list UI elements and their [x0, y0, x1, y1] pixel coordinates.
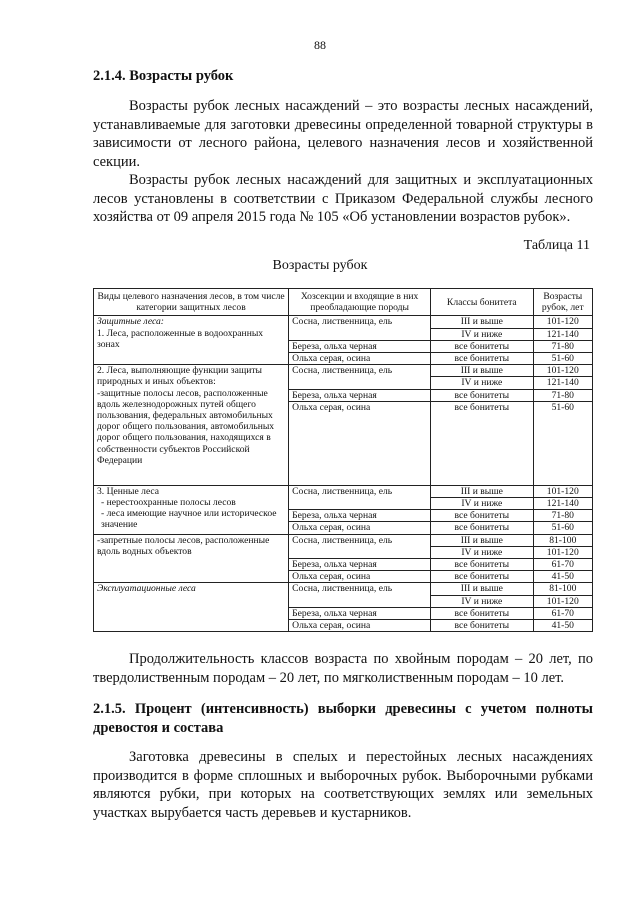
species-cell: Береза, ольха черная: [289, 559, 431, 571]
category-cell: [94, 365, 289, 486]
category-line: 3. Ценные леса: [97, 485, 160, 497]
bonitet-cell: все бонитеты: [431, 571, 533, 583]
species-cell: Береза, ольха черная: [289, 510, 431, 522]
age-cell: 81-100: [533, 534, 592, 546]
paragraph: Заготовка древесины в спелых и перестойных лесных насаждениях производится в форме сплошных и выборочных рубок. Выборочными рубками являются рубки, при которых на соответствующих землях или земельных участках вырубается часть деревьев и кустарников.: [93, 749, 593, 821]
bonitet-cell: IV и ниже: [431, 595, 533, 607]
species-cell: Сосна, лиственница, ель: [289, 316, 431, 340]
age-cell: 101-120: [533, 316, 592, 328]
bonitet-cell: все бонитеты: [431, 607, 533, 619]
category-cell: [94, 583, 289, 632]
table-title: Возрасты рубок: [272, 258, 368, 273]
bonitet-cell: все бонитеты: [431, 353, 533, 365]
table-row: [94, 316, 593, 328]
category-line: 2. Леса, выполняющие функции защиты природных и иных объектов:: [97, 365, 263, 388]
bonitet-cell: все бонитеты: [431, 522, 533, 534]
bonitet-cell: все бонитеты: [431, 340, 533, 352]
paragraph: Возрасты рубок лесных насаждений – это возрасты лесных насаждений, устанавливаемые для заготовки древесины определенной товарной структуры в зависимости от лесного района, целевого назначения лесов и хозяйственной секции.: [93, 98, 593, 170]
bonitet-cell: все бонитеты: [431, 401, 533, 485]
table-note: [93, 650, 593, 687]
age-cell: 51-60: [533, 522, 592, 534]
paragraph: Возрасты рубок лесных насаждений для защитных и эксплуатационных лесов установлены в соответствии с Приказом Федеральной службы лесного хозяйства от 09 апреля 2015 года № 105 «Об установлении возрастов рубок».: [93, 172, 593, 225]
section-heading-2-1-4: 2.1.4. Возрасты рубок: [93, 68, 234, 84]
category-cell: [94, 316, 289, 365]
age-cell: 61-70: [533, 607, 592, 619]
table-row: [94, 485, 593, 497]
age-cell: 41-50: [533, 571, 592, 583]
bonitet-cell: IV и ниже: [431, 377, 533, 389]
table-row: [94, 365, 593, 377]
category-line: - леса имеющие научное или историческое значение: [101, 508, 277, 531]
table-label: Таблица 11: [523, 238, 590, 253]
bonitet-cell: IV и ниже: [431, 546, 533, 558]
age-cell: 71-80: [533, 340, 592, 352]
age-cell: 71-80: [533, 389, 592, 401]
age-cell: 121-140: [533, 377, 592, 389]
bonitet-cell: IV и ниже: [431, 498, 533, 510]
category-line: - нерестоохранные полосы лесов: [101, 497, 236, 509]
category-line: Эксплуатационные леса: [97, 583, 196, 595]
bonitet-cell: III и выше: [431, 316, 533, 328]
age-cell: 61-70: [533, 559, 592, 571]
age-cell: 101-120: [533, 365, 592, 377]
header-cell: Виды целевого назначения лесов, в том числе категории защитных лесов: [94, 289, 289, 316]
species-cell: Ольха серая, осина: [289, 620, 431, 632]
species-cell: Ольха серая, осина: [289, 353, 431, 365]
bonitet-cell: III и выше: [431, 485, 533, 497]
bonitet-cell: III и выше: [431, 583, 533, 595]
species-cell: Береза, ольха черная: [289, 607, 431, 619]
table-row: [94, 583, 593, 595]
species-cell: Береза, ольха черная: [289, 340, 431, 352]
age-cell: 51-60: [533, 353, 592, 365]
age-cell: 41-50: [533, 620, 592, 632]
section-2-1-4-body: [93, 97, 593, 227]
cutting-age-table: [93, 288, 593, 632]
bonitet-cell: III и выше: [431, 534, 533, 546]
bonitet-cell: все бонитеты: [431, 389, 533, 401]
bonitet-cell: IV и ниже: [431, 328, 533, 340]
category-line: Защитные леса:: [97, 316, 164, 328]
age-cell: 121-140: [533, 498, 592, 510]
species-cell: Береза, ольха черная: [289, 389, 431, 401]
category-line: 1. Леса, расположенные в водоохранных зонах: [97, 327, 264, 350]
table-header-row: [94, 289, 593, 316]
species-cell: Ольха серая, осина: [289, 571, 431, 583]
category-cell: [94, 485, 289, 534]
species-cell: Сосна, лиственница, ель: [289, 485, 431, 509]
age-cell: 101-120: [533, 546, 592, 558]
page-number: 88: [314, 38, 326, 52]
age-cell: 81-100: [533, 583, 592, 595]
category-cell: [94, 534, 289, 583]
bonitet-cell: все бонитеты: [431, 620, 533, 632]
section-heading-2-1-5: 2.1.5. Процент (интенсивность) выборки древесины с учетом полноты древостоя и состава: [93, 701, 593, 736]
paragraph: Продолжительность классов возраста по хвойным породам – 20 лет, по твердолиственным породам – 20 лет, по мягколиственным породам – 10 лет.: [93, 651, 593, 686]
species-cell: Ольха серая, осина: [289, 522, 431, 534]
species-cell: Ольха серая, осина: [289, 401, 431, 485]
category-line: -запретные полосы лесов, расположенные вдоль водных объектов: [97, 534, 270, 557]
section-2-1-5-body: [93, 748, 593, 822]
species-cell: Сосна, лиственница, ель: [289, 583, 431, 607]
bonitet-cell: III и выше: [431, 365, 533, 377]
header-cell: Возрасты рубок, лет: [533, 289, 592, 316]
header-cell: Хозсекции и входящие в них преобладающие породы: [289, 289, 431, 316]
bonitet-cell: все бонитеты: [431, 559, 533, 571]
species-cell: Сосна, лиственница, ель: [289, 365, 431, 389]
age-cell: 101-120: [533, 595, 592, 607]
age-cell: 51-60: [533, 401, 592, 485]
category-line: -защитные полосы лесов, расположенные вдоль железнодорожных путей общего пользования, федеральных автомобильных дорог общего пользования, автомобильных дорог общего пользования, находящихся в собственности субъектов Российской Федерации: [97, 387, 275, 466]
bonitet-cell: все бонитеты: [431, 510, 533, 522]
age-cell: 71-80: [533, 510, 592, 522]
species-cell: Сосна, лиственница, ель: [289, 534, 431, 558]
header-cell: Классы бонитета: [431, 289, 533, 316]
age-cell: 121-140: [533, 328, 592, 340]
table-row: [94, 534, 593, 546]
age-cell: 101-120: [533, 485, 592, 497]
